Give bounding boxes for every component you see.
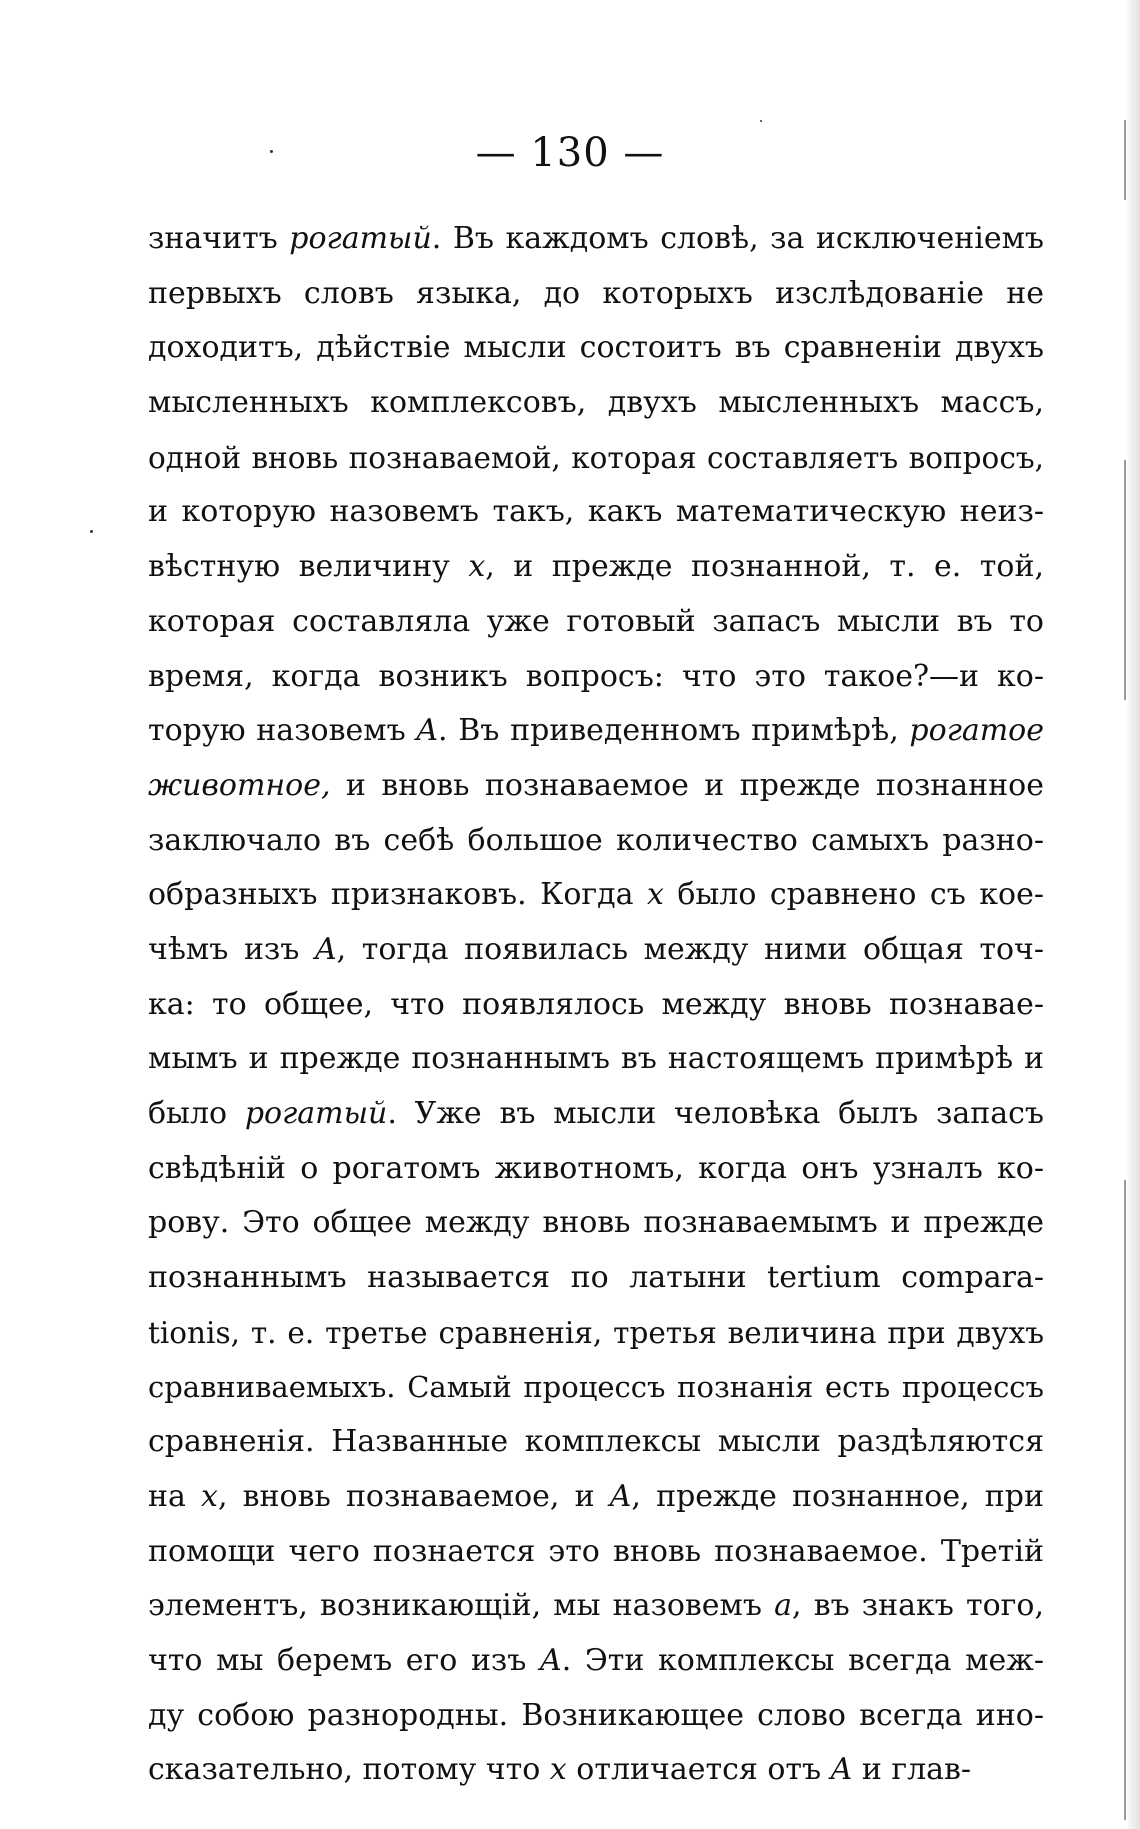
text-run: tionis, т. е. третье сравненія, третья величина при двухъ [148,1315,1044,1350]
text-run: значитъ [148,221,290,256]
scan-edge [1126,0,1140,1829]
text-run: сравниваемыхъ. Самый процессъ познанія есть процессъ [148,1370,1044,1405]
text-line [148,1251,1044,1306]
italic-term: x [646,877,664,913]
italic-term: x [468,549,486,585]
italic-term: a [774,1588,793,1624]
text-run: на [148,1478,202,1514]
text-line [148,1415,1044,1470]
text-run: мысленныхъ комплексовъ, двухъ мысленныхъ массъ, [148,385,1044,421]
text-run: мымъ и прежде познаннымъ въ настоящемъ примѣрѣ и [148,1041,1044,1077]
italic-term: A [609,1478,632,1514]
text-line [148,1032,1044,1087]
text-run: познаннымъ называется по латыни tertium compara- [148,1260,1044,1296]
text-run: сравненія. Названные комплексы мысли раздѣляются [148,1424,1044,1460]
text-line [148,1689,1044,1744]
text-line [148,1525,1044,1580]
text-run: элементъ, возникающій, мы назовемъ [148,1588,775,1624]
text-line [148,1306,1044,1361]
text-line [148,1360,1044,1415]
text-run: . Уже въ мысли человѣка былъ запасъ [387,1096,1044,1131]
italic-term: x [549,1752,567,1788]
text-run: вѣстную величину [148,549,469,585]
text-line [148,1142,1044,1197]
text-line [148,978,1044,1033]
text-run: . Эти комплексы всегда меж- [561,1642,1044,1678]
italic-term: A [540,1642,562,1678]
text-run: , прежде познанное, при [631,1478,1044,1514]
text-run: , въ знакъ того, [792,1588,1044,1624]
text-run: ка: то общее, что появлялось между вновь познавае- [148,986,1044,1022]
text-run: первыхъ словъ языка, до которыхъ изслѣдованіе не [148,275,1044,311]
text-line [148,1470,1044,1525]
text-run: сказательно, потому что [148,1752,550,1788]
italic-term: рогатое [909,713,1044,749]
text-line [148,431,1044,486]
text-line [148,1196,1044,1251]
text-run: было [148,1096,245,1131]
text-line [148,321,1044,376]
text-run: помощи чего познается это вновь познаваемое. Третій [148,1533,1044,1569]
text-run: чѣмъ изъ [148,931,315,967]
text-line [148,1087,1044,1142]
text-run: было сравнено съ кое- [663,877,1044,913]
text-run: . Въ приведенномъ примѣрѣ, [438,713,910,749]
text-line [148,212,1044,267]
body-text [148,212,1044,1798]
text-run: и которую назовемъ такъ, какъ математическую неиз- [148,494,1044,530]
text-run: . Въ каждомъ словѣ, за исключеніемъ [431,221,1044,256]
text-run: торую назовемъ [148,713,417,749]
text-run: и вновь познаваемое и прежде познанное [330,767,1044,803]
text-run: заключало въ себѣ большое количество самыхъ разно- [148,822,1044,858]
text-line [148,485,1044,540]
text-run: , и прежде познанной, т. е. той, [485,549,1044,585]
text-run: ду собою разнородны. Возникающее слово всегда ино- [148,1697,1044,1733]
text-line [148,267,1044,322]
italic-term: A [314,931,337,967]
text-run: время, когда возникъ вопросъ: что это такое?—и ко- [148,658,1044,694]
scan-rule [1124,460,1126,700]
text-run: рову. Это общее между вновь познаваемымъ и прежде [148,1205,1044,1241]
italic-term: A [830,1752,853,1788]
text-run: что мы беремъ его изъ [148,1642,541,1678]
text-line [148,1743,1044,1798]
scan-rule [1124,1180,1126,1820]
text-run: одной вновь познаваемой, которая составляетъ вопросъ, [148,440,1044,475]
text-run: доходитъ, дѣйствіе мысли состоитъ въ сравненіи двухъ [148,330,1044,366]
italic-term: x [201,1478,218,1514]
italic-term: животное, [148,767,331,803]
dust-speck [90,530,93,533]
text-line [148,540,1044,595]
text-line [148,595,1044,650]
text-run: , вновь познаваемое, и [217,1478,610,1514]
text-run: которая составляла уже готовый запасъ мысли въ то [148,603,1044,639]
text-line [148,650,1044,705]
italic-term: рогатый [244,1096,388,1131]
text-line [148,868,1044,923]
text-run: свѣдѣній о рогатомъ животномъ, когда онъ узналъ ко- [148,1150,1044,1186]
text-line [148,376,1044,431]
text-run: отличается отъ [566,1752,831,1788]
text-run: образныхъ признаковъ. Когда [148,877,647,913]
text-line [148,704,1044,759]
dust-speck [760,120,762,122]
text-line [148,814,1044,869]
page-number: — 130 — [475,130,665,176]
text-line [148,923,1044,978]
italic-term: рогатый [289,221,432,256]
italic-term: A [416,713,439,749]
text-run: и глав- [852,1752,972,1788]
text-line [148,1634,1044,1689]
text-run: , тогда появилась между ними общая точ- [336,931,1044,967]
text-line [148,759,1044,814]
text-line [148,1579,1044,1634]
